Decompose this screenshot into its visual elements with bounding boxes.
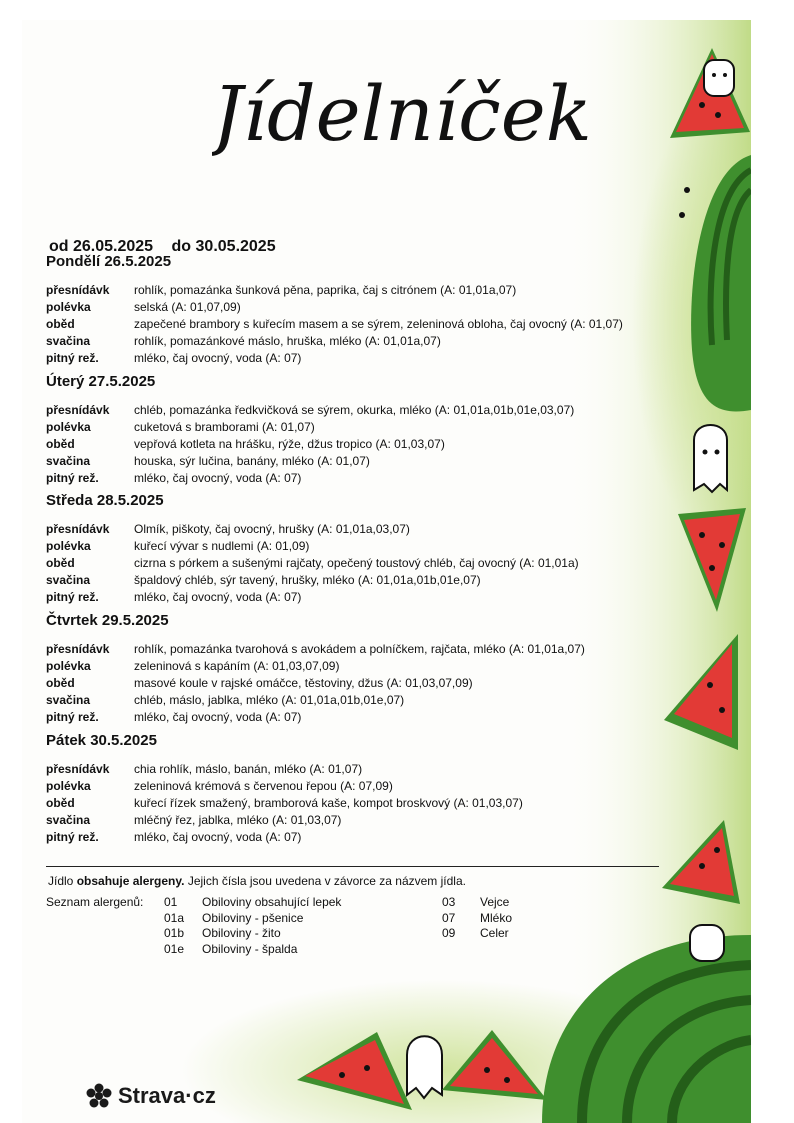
meal-text: cuketová s bramborami (A: 01,07) [134,420,315,434]
day-tuesday [46,373,574,487]
meal-label: svačina [46,334,91,348]
allergen-item [164,926,341,942]
day-monday [46,253,623,367]
allergen-name: Obiloviny obsahující lepek [202,895,342,909]
meal-label: polévka [46,300,91,314]
allergen-column-left [164,895,341,957]
meal-row [46,572,579,589]
allergen-code: 03 [442,895,456,909]
meal-label: oběd [46,676,75,690]
meal-row [46,521,579,538]
meal-label: pitný rež. [46,351,99,365]
meal-label: svačina [46,813,91,827]
meal-label: pitný rež. [46,710,99,724]
allergen-code: 09 [442,926,456,940]
meal-text: mléko, čaj ovocný, voda (A: 07) [134,471,302,485]
meal-text: chia rohlík, máslo, banán, mléko (A: 01,07) [134,762,363,776]
allergen-note-rest: Jejich čísla jsou uvedena v závorce za názvem jídla. [184,874,466,888]
allergen-item [164,942,341,958]
menu-sheet [22,20,751,1123]
meal-row [46,812,523,829]
strava-logo [86,1083,216,1109]
allergen-item [442,926,512,942]
allergen-note [48,874,466,888]
allergen-name: Obiloviny - špalda [202,941,298,956]
meal-label: polévka [46,779,91,793]
meal-text: zeleninová krémová s červenou řepou (A: 07,09) [134,779,393,793]
meal-text: zeleninová s kapáním (A: 01,03,07,09) [134,659,340,673]
meal-text: chléb, máslo, jablka, mléko (A: 01,01a,01b,01e,07) [134,693,405,707]
meal-row [46,282,623,299]
page-title: Jídelníček [212,69,592,158]
meal-row [46,829,523,846]
meal-row [46,333,623,350]
allergen-list-label: Seznam alergenů: [46,895,144,909]
allergen-code: 07 [442,910,456,925]
meal-row [46,692,585,709]
day-thursday [46,612,585,726]
meal-text: zapečené brambory s kuřecím masem a se sýrem, zeleninová obloha, čaj ovocný (A: 01,07) [134,317,623,331]
allergen-code: 01a [164,910,185,925]
meal-label: pitný rež. [46,471,99,485]
meal-row [46,555,579,572]
day-heading: Čtvrtek 29.5.2025 [46,612,169,629]
meal-label: oběd [46,796,75,810]
meal-label: oběd [46,317,75,331]
allergen-item [164,895,341,911]
meal-text: mléko, čaj ovocný, voda (A: 07) [134,590,302,604]
meal-text: rohlík, pomazánka šunková pěna, paprika, čaj s citrónem (A: 01,01a,07) [134,283,517,297]
meal-row [46,538,579,555]
title-lettering [212,48,592,178]
meal-row [46,350,623,367]
meal-row [46,675,585,692]
meal-row [46,795,523,812]
meal-row [46,470,574,487]
meal-row [46,641,585,658]
meal-label: přesnídávk [46,762,110,776]
meal-label: přesnídávk [46,283,110,297]
allergen-item [442,895,512,911]
meal-label: pitný rež. [46,830,99,844]
meal-text: Olmík, piškoty, čaj ovocný, hrušky (A: 01,01a,03,07) [134,522,410,536]
meal-text: vepřová kotleta na hrášku, rýže, džus tropico (A: 01,03,07) [134,437,445,451]
allergen-name: Obiloviny - pšenice [202,910,304,925]
date-to: do 30.05.2025 [171,238,276,255]
allergen-name: Mléko [480,910,513,925]
meal-label: oběd [46,437,75,451]
allergen-note-bold: obsahuje alergeny. [76,874,185,888]
allergen-name: Celer [480,926,509,940]
meal-row [46,436,574,453]
day-heading: Středa 28.5.2025 [46,492,164,509]
meal-row [46,589,579,606]
day-heading: Úterý 27.5.2025 [46,373,156,390]
day-heading: Pátek 30.5.2025 [46,732,157,749]
meal-label: přesnídávk [46,522,110,536]
meal-text: kuřecí řízek smažený, bramborová kaše, kompot broskvový (A: 01,03,07) [134,796,523,810]
allergen-code: 01e [164,941,185,956]
meal-row [46,658,585,675]
allergen-code: 01 [164,895,178,909]
logo-text: Strava·cz [118,1083,216,1108]
allergen-item [442,911,512,927]
meal-label: polévka [46,659,91,673]
day-friday [46,732,523,846]
meal-row [46,316,623,333]
meal-text: houska, sýr lučina, banány, mléko (A: 01,07) [134,454,370,468]
meal-label: svačina [46,693,91,707]
meal-text: mléko, čaj ovocný, voda (A: 07) [134,830,302,844]
meal-text: masové koule v rajské omáčce, těstoviny, džus (A: 01,03,07,09) [134,676,473,690]
allergen-column-right [442,895,512,942]
allergen-note-prefix: Jídlo [48,874,77,888]
meal-text: mléčný řez, jablka, mléko (A: 01,03,07) [134,813,342,827]
meal-label: pitný rež. [46,590,99,604]
meal-text: špaldový chléb, sýr tavený, hrušky, mléko (A: 01,01a,01b,01e,07) [134,573,481,587]
meal-text: cizrna s pórkem a sušenými rajčaty, opečený toustový chléb, čaj ovocný (A: 01,01a) [134,556,579,570]
flower-icon [86,1083,112,1109]
meal-label: svačina [46,454,91,468]
meal-text: rohlík, pomazánka tvarohová s avokádem a polníčkem, rajčata, mléko (A: 01,01a,07) [134,642,585,656]
meal-label: polévka [46,539,91,553]
meal-text: selská (A: 01,07,09) [134,300,241,314]
meal-row [46,761,523,778]
allergen-name: Vejce [480,895,510,909]
day-wednesday [46,492,579,606]
date-from: od 26.05.2025 [49,238,154,255]
meal-text: rohlík, pomazánkové máslo, hruška, mléko (A: 01,01a,07) [134,334,441,348]
meal-label: svačina [46,573,91,587]
allergen-item [164,911,341,927]
meal-text: mléko, čaj ovocný, voda (A: 07) [134,710,302,724]
meal-text: kuřecí vývar s nudlemi (A: 01,09) [134,539,310,553]
meal-row [46,778,523,795]
meal-row [46,453,574,470]
meal-row [46,299,623,316]
meal-label: přesnídávk [46,642,110,656]
divider [46,866,659,867]
meal-label: přesnídávk [46,403,110,417]
meal-row [46,709,585,726]
meal-row [46,419,574,436]
meal-label: polévka [46,420,91,434]
allergen-code: 01b [164,926,185,940]
meal-text: mléko, čaj ovocný, voda (A: 07) [134,351,302,365]
meal-row [46,402,574,419]
allergen-name: Obiloviny - žito [202,926,281,940]
meal-text: chléb, pomazánka ředkvičková se sýrem, okurka, mléko (A: 01,01a,01b,01e,03,07) [134,403,575,417]
day-heading: Pondělí 26.5.2025 [46,253,172,270]
meal-label: oběd [46,556,75,570]
